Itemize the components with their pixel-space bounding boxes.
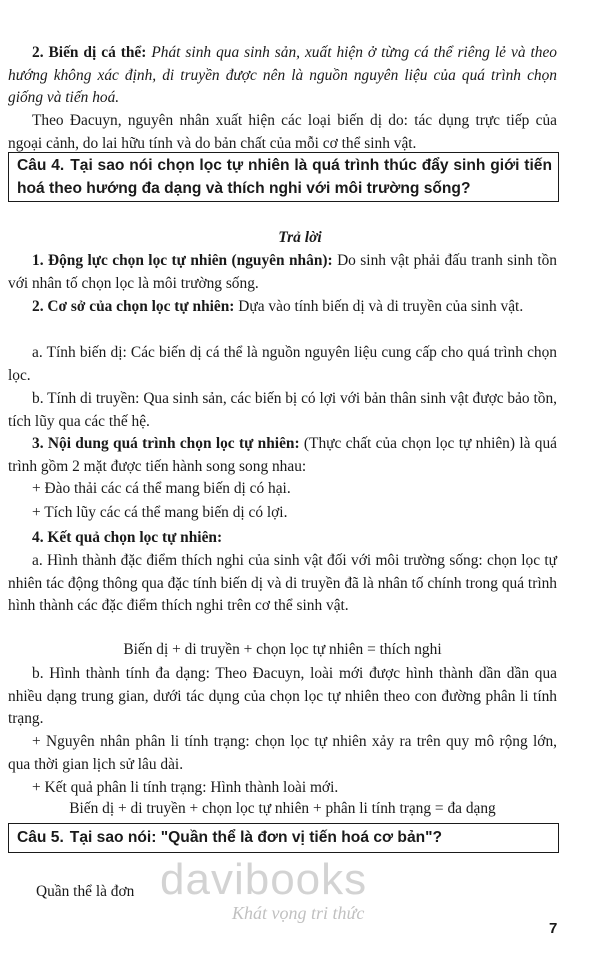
- section-text: (Thực chất của chọn lọc tự nhiên) là quá trình gồm 2 mặt được tiến hành song song nhau:: [8, 435, 558, 475]
- list-item: + Nguyên nhân phân li tính trạng: chọn lọc tự nhiên xảy ra trên quy mô rộng lớn, qua thời gian lịch sử lâu dài.: [8, 733, 557, 773]
- section-heading: 3. Nội dung quá trình chọn lọc tự nhiên:: [32, 435, 300, 452]
- answer-section-3: [8, 433, 557, 478]
- formula-diversity: Biến dị + di truyền + chọn lọc tự nhiên + phân li tính trạng = đa dạng: [69, 800, 496, 817]
- question-5-box: [8, 823, 559, 853]
- question-label: Câu 4.: [17, 157, 65, 174]
- section-heading: 1. Động lực chọn lọc tự nhiên (nguyên nhân):: [32, 252, 333, 269]
- section-heading: 4. Kết quả chọn lọc tự nhiên:: [32, 529, 223, 546]
- question-label: Câu 5.: [17, 829, 64, 846]
- answer-section-1: [8, 250, 557, 295]
- list-item: + Đào thải các cá thể mang biến dị có hại.: [32, 480, 291, 497]
- formula-adaptation: Biến dị + di truyền + chọn lọc tự nhiên = thích nghi: [123, 641, 442, 658]
- section-heading: 2. Cơ sở của chọn lọc tự nhiên:: [32, 298, 235, 315]
- question-text: Tại sao nói: "Quần thể là đơn vị tiến hoá cơ bản"?: [69, 829, 443, 846]
- page-number: 7: [549, 920, 558, 937]
- list-item: + Tích lũy các cá thể mang biến dị có lợi.: [32, 504, 288, 521]
- answer-section-4b: b. Hình thành tính đa dạng: Theo Đacuyn, loài mới được hình thành dần dần qua nhiều dạng trung gian, dưới tác dụng của chọn lọc tự nhiên theo con đường phân li tính trạng.: [8, 665, 557, 727]
- answer-section-4a: a. Hình thành đặc điểm thích nghi của sinh vật đối với môi trường sống: chọn lọc tự nhiên tác động thông qua đặc tính biến dị và di truyền đã là nhân tố chính trong quá trình hình thành các đặc điểm thích nghi trên cơ thể sinh vật.: [8, 552, 557, 614]
- answer-section-2b: b. Tính di truyền: Qua sinh sản, các biến bị có lợi với bản thân sinh vật được bảo tồn, tích lũy qua các thế hệ.: [8, 390, 557, 430]
- answer-heading: Trả lời: [278, 229, 322, 246]
- section-text: Dựa vào tính biến dị và di truyền của sinh vật.: [234, 298, 524, 315]
- question-4-box: [8, 152, 559, 202]
- watermark-logo: davibooks: [160, 855, 368, 904]
- watermark-tagline: Khát vọng tri thức: [232, 903, 365, 923]
- answer-section-2: [8, 296, 557, 319]
- paragraph-body: Phát sinh qua sinh sản, xuất hiện ở từng cá thể riêng lẻ và theo hướng không xác định, di truyền được nên là nguồn nguyên liệu của quá trình chọn giống và tiến hoá.: [8, 44, 557, 106]
- paragraph-individual-variation: [8, 42, 557, 110]
- answer-section-4: [8, 527, 557, 550]
- list-item: + Kết quả phân li tính trạng: Hình thành loài mới.: [32, 779, 339, 796]
- paragraph-darwin-causes: Theo Đacuyn, nguyên nhân xuất hiện các loại biến dị do: tác dụng trực tiếp của ngoại cảnh, do lai hữu tính và do bản chất của mỗi cơ thể sinh vật.: [8, 112, 557, 152]
- answer-section-2a: a. Tính biến dị: Các biến dị cá thể là nguồn nguyên liệu cung cấp cho quá trình chọn lọc.: [8, 344, 557, 384]
- paragraph-heading: 2. Biến dị cá thể:: [32, 44, 147, 61]
- question-text: Tại sao nói chọn lọc tự nhiên là quá trình thúc đẩy sinh giới tiến hoá theo hướng đa dạng và thích nghi với môi trường sống?: [17, 157, 553, 197]
- section-text: Do sinh vật phải đấu tranh sinh tồn với nhân tố chọn lọc là môi trường sống.: [8, 252, 558, 292]
- partial-answer-line: Quần thể là đơn: [36, 883, 135, 900]
